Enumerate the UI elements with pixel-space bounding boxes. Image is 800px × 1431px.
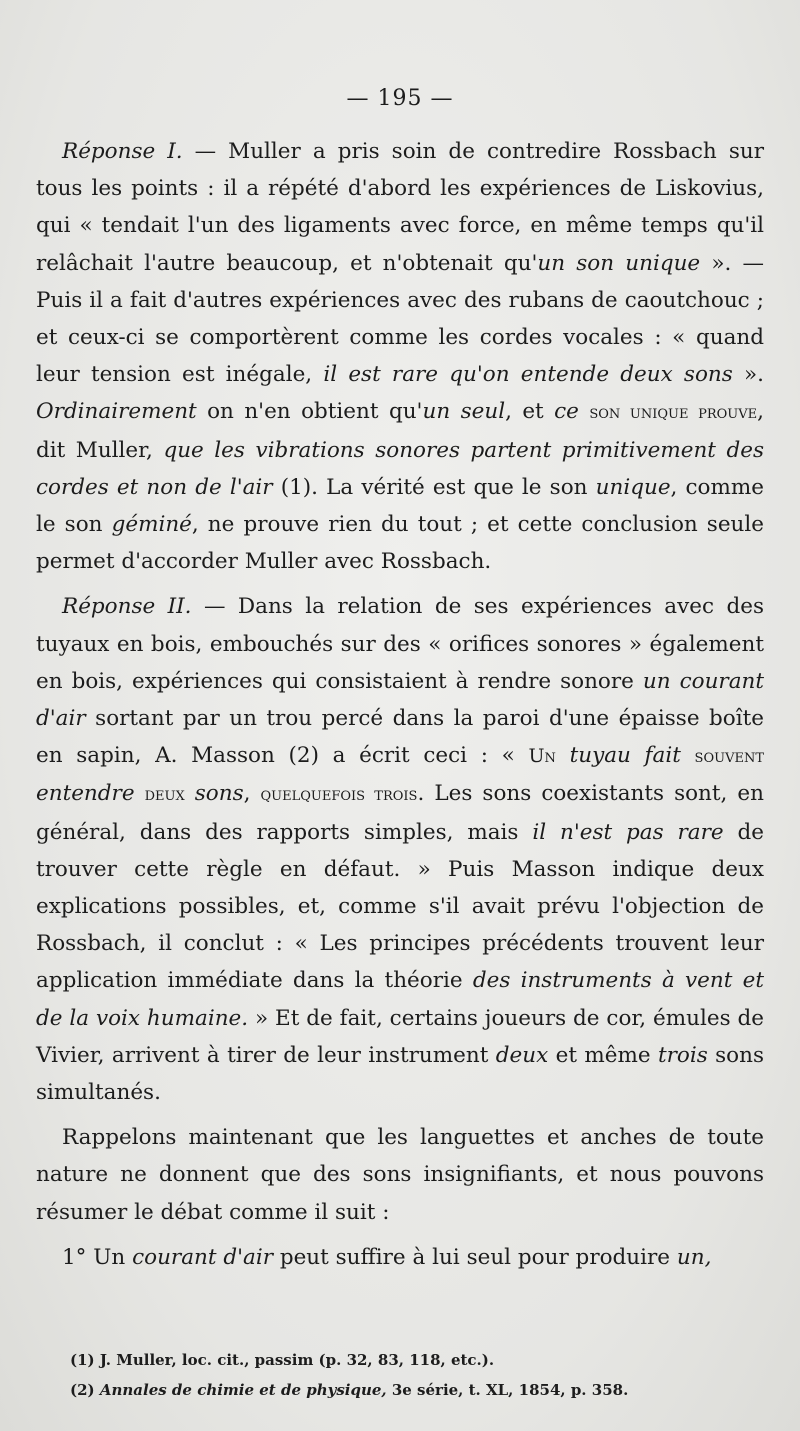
italic-run: que les vibrations sonores partent primitivement des cordes et non de l'air [36,437,764,500]
footnote-1: (1) J. Muller, loc. cit., passim (p. 32, 83, 118, etc.). [70,1351,495,1369]
text-run: sortant par un trou percé dans la paroi d'une épaisse boîte en sapin, A. Masson (2) a écrit ceci : « [36,706,764,769]
paragraph-rappelons [36,1119,764,1231]
text-run: . Les sons coexistants sont, en général, dans des rapports simples, mais [36,781,764,845]
text-run [681,743,695,768]
text-run: et même [548,1042,658,1068]
text-run: , dit Muller, [36,399,764,463]
text-run: — Muller a pris soin de contredire Rossbach sur tous les points : il a répété d'abord les expériences de Liskovius, qui « tendait l'un des ligaments avec force, en même temps qu'il relâchait l'autre beaucoup, et n'obtenait qu' [36,139,764,276]
text-run [185,781,195,806]
text-run: ». [732,362,764,388]
footnote-2-rest: 3e série, t. XL, 1854, p. 358. [386,1381,629,1399]
text-run [556,743,570,768]
page-number: — 195 — [346,86,454,111]
italic-run: il est rare qu'on entende deux sons [323,362,733,388]
italic-run: tuyau fait [569,743,681,769]
small-caps-run: quelquefois trois [260,783,418,806]
small-caps-run: souvent [694,745,764,768]
paragraph-reponse-2 [36,588,764,1111]
italic-run: trois [657,1042,708,1068]
paragraph-point-1 [36,1239,764,1276]
text-run: peut suffire à lui seul pour produire [272,1244,677,1270]
text-run: , ne prouve rien du tout ; et cette conclusion seule permet d'accorder Muller avec Rossbach. [36,512,765,575]
italic-run: des instruments à vent et de la voix humaine. [36,968,764,1031]
text-run: (1). La vérité est que le son [272,474,596,500]
text-run: 1° Un [62,1244,133,1270]
text-run: on n'en obtient qu' [196,399,423,425]
italic-run: entendre [36,781,135,807]
text-run [135,781,145,806]
reponse-2-label: Réponse II. [62,594,192,620]
text-run: , et [505,399,555,425]
italic-run: un courant d'air [36,668,764,732]
italic-run: sons [194,781,244,807]
text-run: — Dans la relation de ses expériences avec des tuyaux en bois, embouchés sur des « orifices sonores » également en bois, expériences qui consistaient à rendre sonore [36,594,764,694]
small-caps-run: son unique prouve [589,401,758,424]
footnotes [70,1345,750,1405]
footnote-2-title: Annales de chimie et de physique, [99,1381,387,1399]
text-run: Rappelons maintenant que les languettes et anches de toute nature ne donnent que des sons insignifiants, et nous pouvons résumer le débat comme il suit : [36,1125,764,1225]
italic-run: il n'est pas rare [532,819,724,845]
footnote-2-marker: (2) [70,1381,100,1399]
text-run: ». — Puis il a fait d'autres expériences avec des rubans de caoutchouc ; et ceux-ci se comportèrent comme les cordes vocales : « quand leur tension est inégale, [36,250,764,388]
italic-run: unique [595,474,671,500]
italic-run: un son unique [537,250,701,276]
reponse-1-label: Réponse I. [62,139,183,164]
footnote-2 [70,1375,750,1405]
italic-run: un seul [422,399,506,425]
paragraph-reponse-1 [36,133,764,580]
text-run [579,399,589,424]
italic-run: un, [676,1244,712,1270]
text-run: sons simultanés. [36,1042,764,1106]
text-run: , comme le son [36,474,765,538]
italic-run: courant d'air [132,1244,273,1270]
text-run: de trouver cette règle en défaut. » Puis Masson indique deux explications possibles, et, comme s'il avait prévu l'objection de Rossbach, il conclut : « Les principes précédents trouvent leur application immédiate dans la théorie [36,819,764,994]
text-run: » Et de fait, certains joueurs de cor, émules de Vivier, arrivent à tirer de leur instrument [36,1005,764,1068]
italic-run: géminé [111,512,192,538]
small-caps-run: Un [528,745,556,768]
italic-run: Ordinairement [36,399,197,425]
small-caps-run: deux [144,783,185,806]
text-run: , [243,781,261,807]
body-text [36,133,764,1284]
italic-run: deux [495,1042,549,1068]
italic-run: ce [554,399,579,425]
